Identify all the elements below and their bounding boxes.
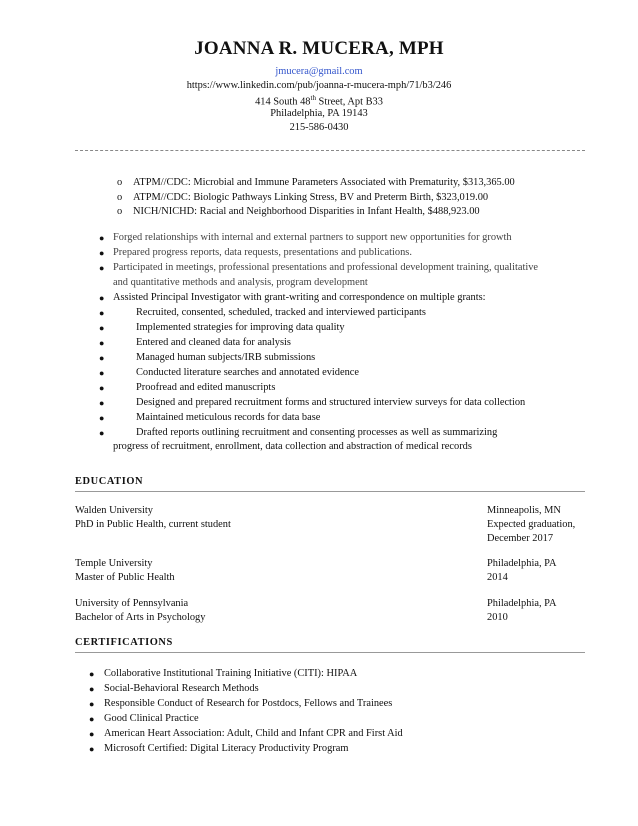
city-state-zip: Philadelphia, PA 19143 <box>270 108 368 119</box>
grant-marker: o <box>117 177 123 188</box>
graduation-date: Expected graduation, <box>487 519 576 530</box>
grant-duty-item: Conducted literature searches and annotated evidence <box>136 367 360 378</box>
grant-item: o ATPM//CDC: Microbial and Immune Parameters Associated with Prematurity, $313,365.00 <box>117 177 515 188</box>
grant-duty-item-continued: progress of recruitment, enrollment, data collection and abstraction of medical records <box>113 441 472 452</box>
grant-duty-item: Recruited, consented, scheduled, tracked and interviewed participants <box>136 307 426 318</box>
grant-duty-item: Designed and prepared recruitment forms and structured interview surveys for data collection <box>136 397 526 408</box>
address-street: Street, Apt B33 <box>315 96 383 108</box>
certification-item: American Heart Association: Adult, Child and Infant CPR and First Aid <box>104 728 403 739</box>
school-location: Minneapolis, MN <box>487 505 561 516</box>
graduation-date: 2010 <box>487 612 508 623</box>
address-number: 414 South 48 <box>255 96 311 108</box>
bullet-icon: ● <box>99 308 105 318</box>
education-heading: EDUCATION <box>75 476 144 487</box>
school-name: Walden University <box>75 505 153 516</box>
email-line <box>0 66 638 77</box>
address-ordinal-suffix: th <box>310 94 316 102</box>
grant-duty-item: Maintained meticulous records for data base <box>136 412 321 423</box>
bullet-icon: ● <box>99 353 105 363</box>
degree-name: Master of Public Health <box>75 572 175 583</box>
graduation-date: 2014 <box>487 572 508 583</box>
bullet-icon: ● <box>99 413 105 423</box>
certification-item: Collaborative Institutional Training Initiative (CITI): HIPAA <box>104 668 358 679</box>
candidate-name: JOANNA R. MUCERA, MPH <box>194 38 444 59</box>
duty-item: Prepared progress reports, data requests, presentations and publications. <box>113 247 412 258</box>
duty-item-continued: and quantitative methods and analysis, program development <box>113 277 368 288</box>
bullet-icon: ● <box>99 263 105 273</box>
certifications-divider <box>75 652 585 653</box>
bullet-icon: ● <box>89 714 95 724</box>
bullet-icon: ● <box>99 248 105 258</box>
bullet-icon: ● <box>99 293 105 303</box>
grant-duty-item: Drafted reports outlining recruitment and consenting processes as well as summarizing <box>136 427 498 438</box>
bullet-icon: ● <box>99 368 105 378</box>
bullet-icon: ● <box>89 699 95 709</box>
certification-item: Good Clinical Practice <box>104 713 199 724</box>
bullet-icon: ● <box>99 383 105 393</box>
bullet-icon: ● <box>89 744 95 754</box>
certification-item: Social-Behavioral Research Methods <box>104 683 259 694</box>
grant-duty-item: Proofread and edited manuscripts <box>136 382 276 393</box>
school-name: Temple University <box>75 558 153 569</box>
education-divider <box>75 491 585 492</box>
duty-item: Forged relationships with internal and external partners to support new opportunities for growth <box>113 232 512 243</box>
header-divider <box>75 150 585 151</box>
bullet-icon: ● <box>89 684 95 694</box>
grant-duty-item: Managed human subjects/IRB submissions <box>136 352 316 363</box>
bullet-icon: ● <box>99 428 105 438</box>
grant-marker: o <box>117 206 123 217</box>
grant-duty-item: Implemented strategies for improving data quality <box>136 322 345 333</box>
street-address <box>0 94 638 107</box>
grant-duty-item: Entered and cleaned data for analysis <box>136 337 291 348</box>
bullet-icon: ● <box>99 338 105 348</box>
school-name: University of Pennsylvania <box>75 598 189 609</box>
bullet-icon: ● <box>89 669 95 679</box>
phone-number: 215-586-0430 <box>289 122 349 133</box>
certification-item: Responsible Conduct of Research for Postdocs, Fellows and Trainees <box>104 698 393 709</box>
degree-name: Bachelor of Arts in Psychology <box>75 612 206 623</box>
grant-item: o NICH/NICHD: Racial and Neighborhood Disparities in Infant Health, $488,923.00 <box>117 206 480 217</box>
school-location: Philadelphia, PA <box>487 558 557 569</box>
grant-item: o ATPM//CDC: Biologic Pathways Linking Stress, BV and Preterm Birth, $323,019.00 <box>117 192 489 203</box>
linkedin-url[interactable]: https://www.linkedin.com/pub/joanna-r-mucera-mph/71/b3/246 <box>186 80 452 91</box>
bullet-icon: ● <box>99 323 105 333</box>
bullet-icon: ● <box>99 398 105 408</box>
duty-item: Assisted Principal Investigator with grant-writing and correspondence on multiple grants: <box>113 292 486 303</box>
email-link[interactable]: jmucera@gmail.com <box>275 66 363 77</box>
school-location: Philadelphia, PA <box>487 598 557 609</box>
graduation-date-continued: December 2017 <box>487 533 554 544</box>
degree-name: PhD in Public Health, current student <box>75 519 231 530</box>
bullet-icon: ● <box>89 729 95 739</box>
duty-item: Participated in meetings, professional presentations and professional development training, qualitative <box>113 262 539 273</box>
bullet-icon: ● <box>99 233 105 243</box>
grant-marker: o <box>117 192 123 203</box>
certification-item: Microsoft Certified: Digital Literacy Productivity Program <box>104 743 349 754</box>
certifications-heading: CERTIFICATIONS <box>75 637 173 648</box>
